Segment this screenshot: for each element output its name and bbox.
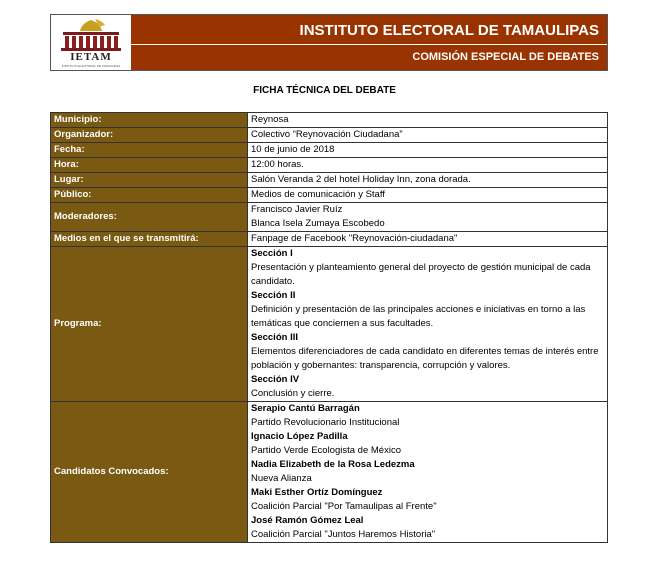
row-medios (51, 232, 608, 247)
candidate-name: Maki Esther Ortíz Domínguez (251, 487, 383, 498)
candidate-party: Nueva Alianza (251, 473, 312, 484)
section-title: Sección IV (251, 374, 300, 385)
institute-emblem-icon (55, 18, 127, 52)
value-candidatos (248, 402, 608, 543)
row-publico (51, 188, 608, 203)
debate-sheet-table (50, 112, 608, 543)
value-hora: 12:00 horas. (248, 158, 608, 173)
row-municipio (51, 113, 608, 128)
value-organizador: Colectivo “Reynovación Ciudadana” (248, 128, 608, 143)
header-banner (131, 15, 607, 70)
label-medios: Medios en el que se transmitirá: (51, 232, 248, 247)
label-fecha: Fecha: (51, 143, 248, 158)
moderator-name: Blanca Isela Zumaya Escobedo (251, 218, 385, 229)
section-text: Definición y presentación de las principales acciones e iniciativas en torno a las temáticas que conciernen a sus facultades. (251, 304, 586, 329)
label-lugar: Lugar: (51, 173, 248, 188)
section-text: Presentación y planteamiento general del proyecto de gestión municipal de cada candidato. (251, 262, 591, 287)
document-header (50, 14, 608, 71)
moderator-name: Francisco Javier Ruíz (251, 204, 343, 215)
label-organizador: Organizador: (51, 128, 248, 143)
commission-subtitle: COMISIÓN ESPECIAL DE DEBATES (412, 51, 599, 63)
value-lugar: Salón Veranda 2 del hotel Holiday Inn, zona dorada. (248, 173, 608, 188)
logo-text: IETAM (70, 51, 112, 63)
value-publico: Medios de comunicación y Staff (248, 188, 608, 203)
banner-divider (131, 44, 607, 45)
institute-title: INSTITUTO ELECTORAL DE TAMAULIPAS (299, 22, 599, 39)
section-title: Sección II (251, 290, 296, 301)
candidate-name: José Ramón Gómez Leal (251, 515, 364, 526)
value-municipio: Reynosa (248, 113, 608, 128)
candidate-name: Serapio Cantú Barragán (251, 403, 360, 414)
label-candidatos: Candidatos Convocados: (51, 402, 248, 543)
label-municipio: Municipio: (51, 113, 248, 128)
label-hora: Hora: (51, 158, 248, 173)
candidate-name: Nadia Elizabeth de la Rosa Ledezma (251, 459, 415, 470)
value-programa (248, 247, 608, 402)
section-text: Elementos diferenciadores de cada candidato en diferentes temas de interés entre población y gobernantes: transparencia, corrupción y valores. (251, 346, 599, 371)
label-programa: Programa: (51, 247, 248, 402)
row-lugar (51, 173, 608, 188)
candidate-name: Ignacio López Padilla (251, 431, 348, 442)
ietam-logo (51, 15, 132, 70)
label-publico: Público: (51, 188, 248, 203)
value-moderadores (248, 203, 608, 232)
section-title: Sección III (251, 332, 298, 343)
row-organizador (51, 128, 608, 143)
document-title: FICHA TÉCNICA DEL DEBATE (253, 85, 396, 96)
row-moderadores (51, 203, 608, 232)
section-text: Conclusión y cierre. (251, 388, 335, 399)
candidate-party: Coalición Parcial "Juntos Haremos Historia" (251, 529, 436, 540)
row-programa (51, 247, 608, 402)
candidate-party: Coalición Parcial "Por Tamaulipas al Frente" (251, 501, 437, 512)
candidate-party: Partido Verde Ecologista de México (251, 445, 401, 456)
value-medios: Fanpage de Facebook "Reynovación-ciudadana" (248, 232, 608, 247)
row-fecha (51, 143, 608, 158)
logo-subtext: INSTITUTO ELECTORAL DE TAMAULIPAS (61, 64, 121, 68)
row-hora (51, 158, 608, 173)
label-moderadores: Moderadores: (51, 203, 248, 232)
row-candidatos (51, 402, 608, 543)
section-title: Sección I (251, 248, 293, 259)
value-fecha: 10 de junio de 2018 (248, 143, 608, 158)
candidate-party: Partido Revolucionario Institucional (251, 417, 400, 428)
